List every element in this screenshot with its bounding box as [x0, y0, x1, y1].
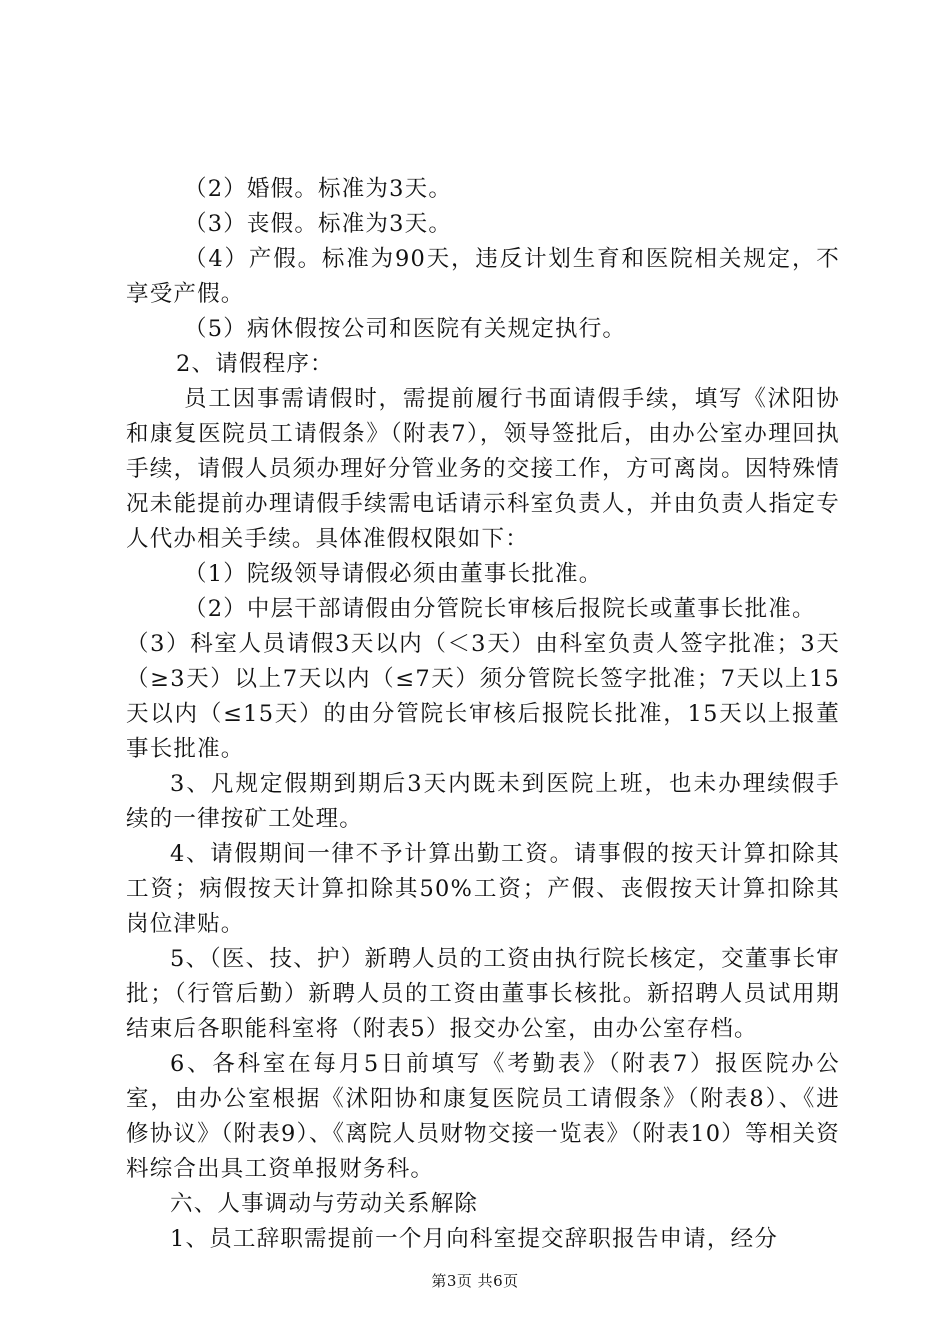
- para-leave-procedure: 员工因事需请假时，需提前履行书面请假手续，填写《沭阳协和康复医院员工请假条》（附表7），领导签批后，由办公室办理回执手续，请假人员须办理好分管业务的交接工作，方可离岗。因特殊情况未能提前办理请假手续需电话请示科室负责人，并由负责人指定专人代办相关手续。具体准假权限如下：: [126, 386, 840, 552]
- body-text: [126, 172, 840, 1257]
- para-sick-leave: （5）病休假按公司和医院有关规定执行。: [184, 316, 627, 342]
- section-heading-leave-procedure: 2、请假程序：: [176, 351, 334, 377]
- para-staff-approval: （3）科室人员请假3天以内（＜3天）由科室负责人签字批准；3天（≥3天）以上7天以内（≤7天）须分管院长签字批准；7天以上15天以内（≤15天）的由分管院长审核后报院长批准，15天以上报董事长批准。: [126, 631, 840, 762]
- para-overdue-leave: 3、凡规定假期到期后3天内既未到医院上班，也未办理续假手续的一律按矿工处理。: [126, 771, 840, 832]
- para-maternity-leave: （4）产假。标准为90天，违反计划生育和医院相关规定，不享受产假。: [126, 246, 840, 307]
- para-leave-pay: 4、请假期间一律不予计算出勤工资。请事假的按天计算扣除其工资；病假按天计算扣除其50%工资；产假、丧假按天计算扣除其岗位津贴。: [126, 841, 840, 937]
- para-bereavement-leave: （3）丧假。标准为3天。: [184, 211, 453, 237]
- para-marriage-leave: （2）婚假。标准为3天。: [184, 176, 453, 202]
- section-heading-personnel-transfer: 六、人事调动与劳动关系解除: [170, 1191, 479, 1217]
- para-new-hire-salary: 5、（医、技、护）新聘人员的工资由执行院长核定，交董事长审批；（行管后勤）新聘人员的工资由董事长核批。新招聘人员试用期结束后各职能科室将（附表5）报交办公室，由办公室存档。: [126, 946, 840, 1042]
- para-resignation: 1、员工辞职需提前一个月向科室提交辞职报告申请，经分: [170, 1226, 779, 1252]
- para-middle-manager-approval: （2）中层干部请假由分管院长审核后报院长或董事长批准。: [184, 596, 816, 622]
- para-attendance-sheet: 6、各科室在每月5日前填写《考勤表》（附表7）报医院办公室，由办公室根据《沭阳协和康复医院员工请假条》（附表8）、《进修协议》（附表9）、《离院人员财物交接一览表》（附表10）等相关资料综合出具工资单报财务科。: [126, 1051, 840, 1182]
- page-number-footer: 第3页 共6页: [431, 1272, 519, 1290]
- para-leader-approval: （1）院级领导请假必须由董事长批准。: [184, 561, 603, 587]
